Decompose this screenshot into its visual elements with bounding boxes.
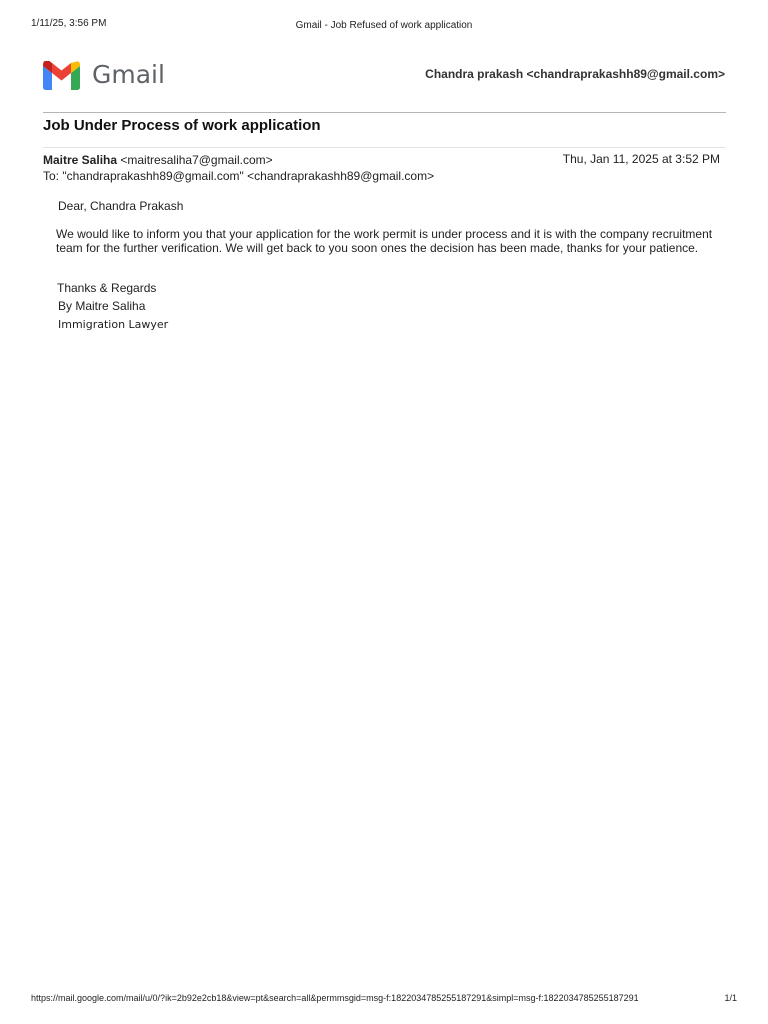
print-page-title: Gmail - Job Refused of work application — [295, 20, 473, 31]
recipient-line: To: "chandraprakashh89@gmail.com" <chandraprakashh89@gmail.com> — [43, 169, 435, 183]
gmail-logo-icon — [43, 61, 80, 90]
subject-divider — [43, 147, 726, 148]
email-greeting: Dear, Chandra Prakash — [58, 199, 184, 213]
email-subject: Job Under Process of work application — [43, 117, 321, 134]
gmail-wordmark: Gmail — [92, 60, 165, 89]
sender-line — [43, 153, 273, 167]
account-label: Chandra prakash <chandraprakashh89@gmail.com> — [425, 67, 725, 81]
signature-role: Immigration Lawyer — [58, 318, 169, 331]
print-footer-url: https://mail.google.com/mail/u/0/?ik=2b92e2cb18&view=pt&search=all&permmsgid=msg-f:1822034785255187291&simpl=msg-f:1822034785255187291 — [31, 993, 639, 1003]
signature-closing: Thanks & Regards — [57, 281, 157, 295]
header-divider — [43, 112, 726, 113]
sender-name: Maitre Saliha — [43, 153, 118, 167]
email-body: We would like to inform you that your application for the work permit is under process and it is with the company recruitment team for the further verification. We will get back to you soon ones the decision has been made, thanks for your patience. — [56, 227, 713, 255]
sender-email: <maitresaliha7@gmail.com> — [120, 153, 273, 167]
print-page-number: 1/1 — [724, 993, 737, 1003]
signature-name: By Maitre Saliha — [58, 299, 146, 313]
print-datetime: 1/11/25, 3:56 PM — [31, 18, 107, 29]
email-date: Thu, Jan 11, 2025 at 3:52 PM — [562, 152, 720, 166]
gmail-logo — [43, 58, 165, 92]
